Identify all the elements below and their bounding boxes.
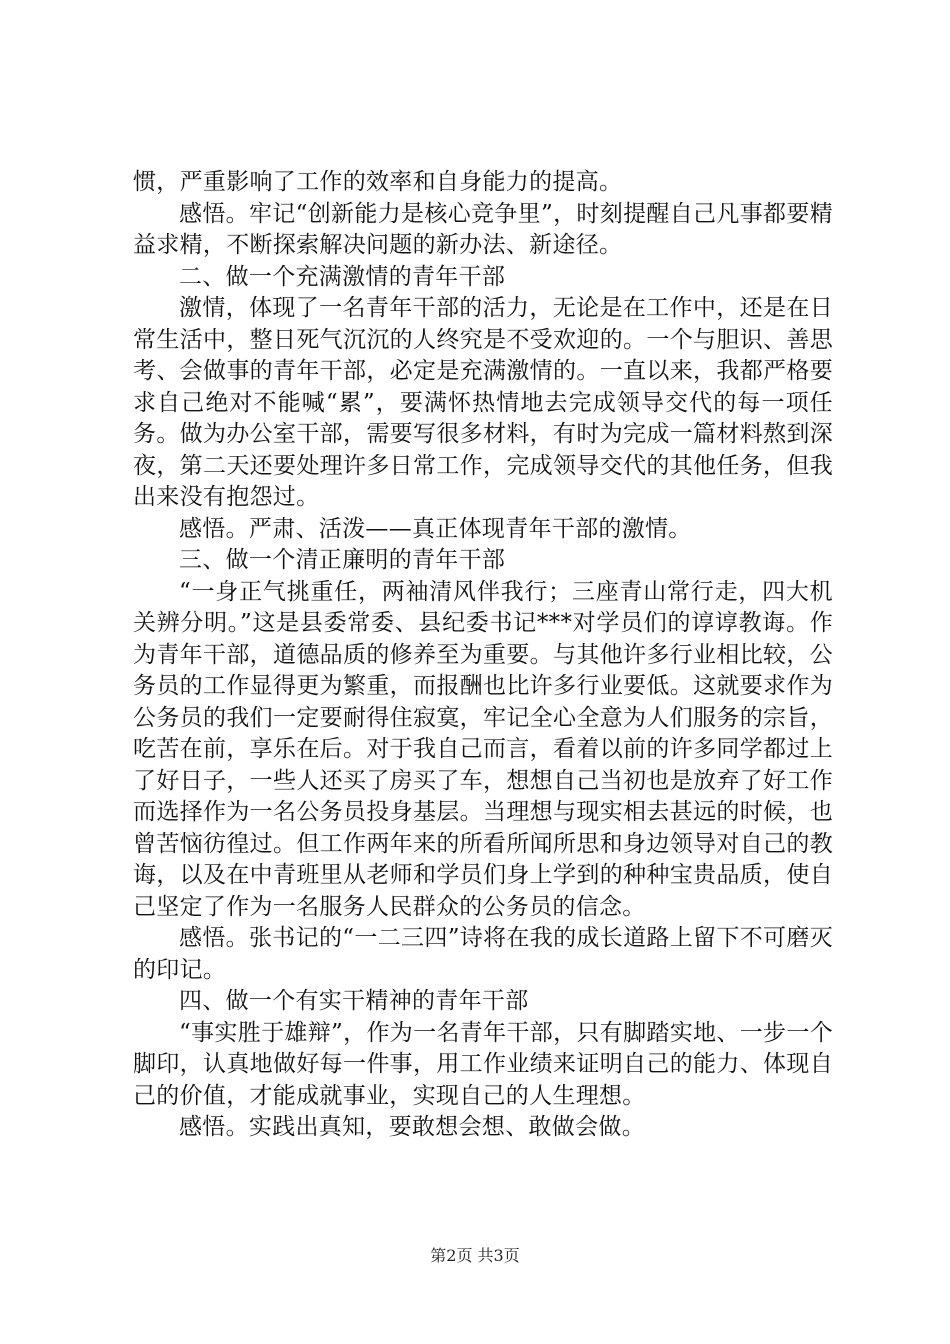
paragraph-integrity: “一身正气挑重任，两袖清风伴我行；三座青山常行走，四大机关辨分明。”这是县委常委、县纪委书记***对学员们的谆谆教诲。作为青年干部，道德品质的修养至为重要。与其他许多行业相比较，公务员的工作显得更为繁重，而报酬也比许多行业要低。这就要求作为公务员的我们一定要耐得住寂寞，牢记全心全意为人们服务的宗旨，吃苦在前，享乐在后。对于我自己而言，看着以前的许多同学都过上了好日子，一些人还买了房买了车，想想自己当初也是放弃了好工作而选择作为一名公务员投身基层。当理想与现实相去甚远的时候，也曾苦恼彷徨过。但工作两年来的所看所闻所思和身边领导对自己的教诲，以及在中青班里从老师和学员们身上学到的种种宝贵品质，使自己坚定了作为一名服务人民群众的公务员的信念。 [133,578,833,920]
paragraph-reflection-integrity: 感悟。张书记的“一二三四”诗将在我的成长道路上留下不可磨灭的印记。 [133,925,833,983]
section-heading-practical: 四、做一个有实干精神的青年干部 [179,988,529,1014]
paragraph-practical: “事实胜于雄辩”，作为一名青年干部，只有脚踏实地、一步一个脚印，认真地做好每一件事，用工作业绩来证明自己的能力、体现自己的价值，才能成就事业，实现自己的人生理想。 [133,1019,833,1109]
paragraph-reflection-innovation: 感悟。牢记“创新能力是核心竞争里”，时刻提醒自己凡事都要精益求精，不断探索解决问题的新办法、新途径。 [133,200,833,258]
paragraph-passion: 激情，体现了一名青年干部的活力，无论是在工作中，还是在日常生活中，整日死气沉沉的人终究是不受欢迎的。一个与胆识、善思考、会做事的青年干部，必定是充满激情的。一直以来，我都严格要求自己绝对不能喊“累”，要满怀热情地去完成领导交代的每一项任务。做为办公室干部，需要写很多材料，有时为完成一篇材料熬到深夜，第二天还要处理许多日常工作，完成领导交代的其他任务，但我出来没有抱怨过。 [133,295,833,510]
document-body [133,167,833,1144]
section-heading-passion: 二、做一个充满激情的青年干部 [179,263,506,290]
paragraph-continuation: 惯，严重影响了工作的效率和自身能力的提高。 [133,169,623,195]
page-number-footer: 第2页 共3页 [430,1246,520,1265]
paragraph-reflection-passion: 感悟。严肃、活泼——真正体现青年干部的激情。 [179,515,692,542]
section-heading-integrity: 三、做一个清正廉明的青年干部 [179,547,506,573]
paragraph-reflection-practical: 感悟。实践出真知，要敢想会想、敢做会做。 [179,1114,645,1140]
